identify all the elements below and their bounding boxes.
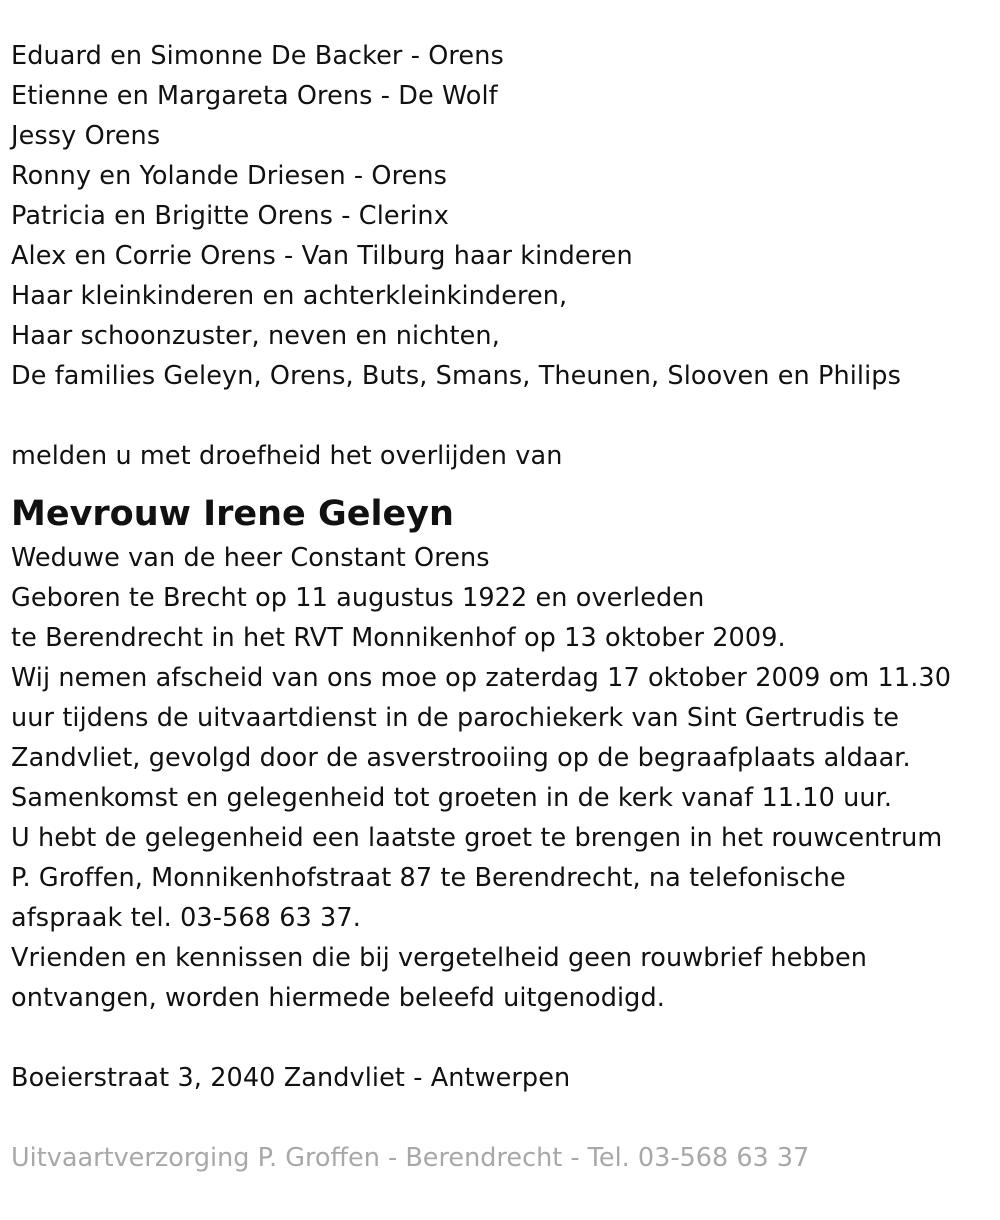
detail-line: Samenkomst en gelegenheid tot groeten in de kerk vanaf 11.10 uur. <box>11 783 893 813</box>
detail-line: Zandvliet, gevolgd door de asverstrooiing op de begraafplaats aldaar. <box>11 743 911 773</box>
detail-line: Vrienden en kennissen die bij vergetelheid geen rouwbrief hebben <box>11 943 868 973</box>
detail-line: Weduwe van de heer Constant Orens <box>11 543 490 573</box>
detail-line: uur tijdens de uitvaartdienst in de parochiekerk van Sint Gertrudis te <box>11 703 900 733</box>
details-block <box>11 538 1000 1018</box>
detail-line: te Berendrecht in het RVT Monnikenhof op 13 oktober 2009. <box>11 623 786 653</box>
spacer <box>11 1098 1000 1138</box>
family-line: Patricia en Brigitte Orens - Clerinx <box>11 201 449 231</box>
detail-line: Wij nemen afscheid van ons moe op zaterdag 17 oktober 2009 om 11.30 <box>11 663 952 693</box>
family-line: Jessy Orens <box>11 121 161 151</box>
announcement-text: melden u met droefheid het overlijden van <box>11 441 563 471</box>
family-line: De families Geleyn, Orens, Buts, Smans, Theunen, Slooven en Philips <box>11 361 901 391</box>
family-line: Alex en Corrie Orens - Van Tilburg haar kinderen <box>11 241 633 271</box>
family-line: Haar kleinkinderen en achterkleinkinderen, <box>11 281 568 311</box>
funeral-home-footer: Uitvaartverzorging P. Groffen - Berendrecht - Tel. 03-568 63 37 <box>11 1143 810 1173</box>
family-line: Ronny en Yolande Driesen - Orens <box>11 161 448 191</box>
detail-line: ontvangen, worden hiermede beleefd uitgenodigd. <box>11 983 665 1013</box>
family-line: Eduard en Simonne De Backer - Orens <box>11 41 504 71</box>
detail-line: Geboren te Brecht op 11 augustus 1922 en overleden <box>11 583 705 613</box>
detail-line: P. Groffen, Monnikenhofstraat 87 te Berendrecht, na telefonische <box>11 863 846 893</box>
family-list <box>11 36 1000 396</box>
family-line: Haar schoonzuster, neven en nichten, <box>11 321 500 351</box>
detail-line: U hebt de gelegenheid een laatste groet te brengen in het rouwcentrum <box>11 823 943 853</box>
detail-line: afspraak tel. 03-568 63 37. <box>11 903 361 933</box>
spacer <box>11 1018 1000 1058</box>
address-text: Boeierstraat 3, 2040 Zandvliet - Antwerpen <box>11 1063 571 1093</box>
deceased-name: Mevrouw Irene Geleyn <box>11 494 454 534</box>
family-line: Etienne en Margareta Orens - De Wolf <box>11 81 498 111</box>
spacer <box>11 396 1000 436</box>
